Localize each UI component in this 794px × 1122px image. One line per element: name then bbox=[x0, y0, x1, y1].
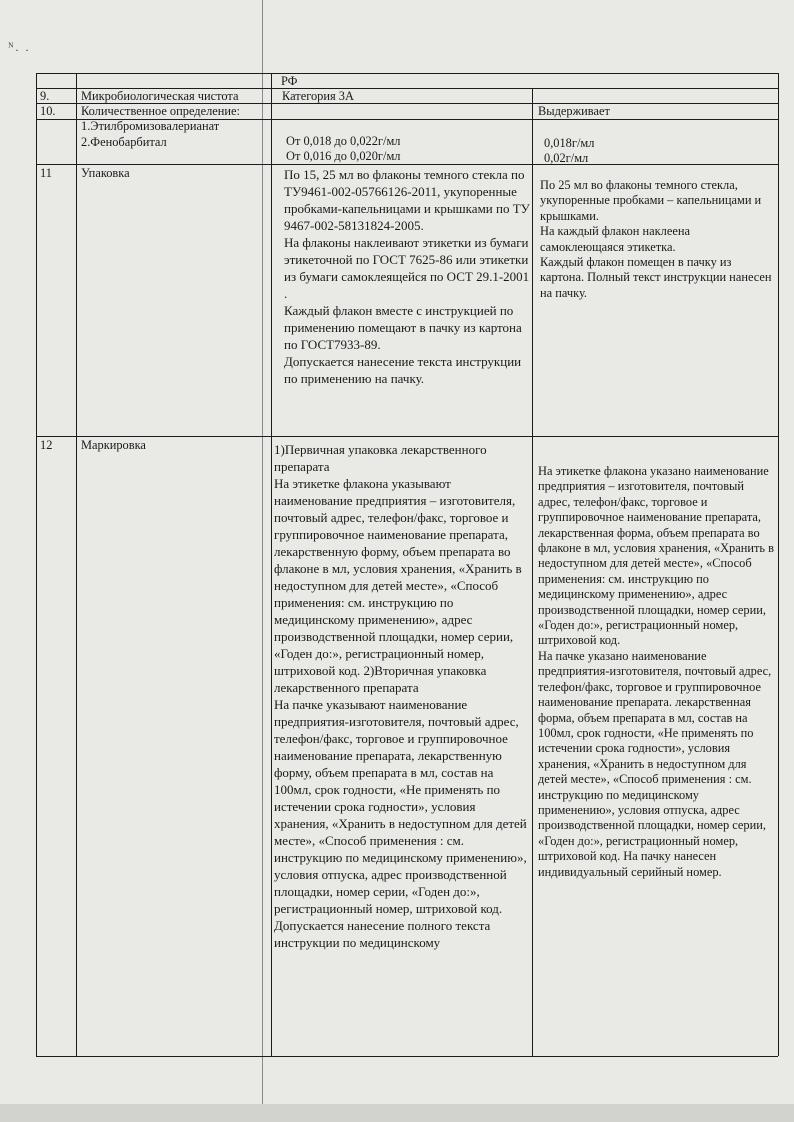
row-9-rf: Категория 3А bbox=[282, 89, 354, 103]
row-10-result: 0,018г/мл 0,02г/мл bbox=[544, 136, 595, 166]
row-9-name: Микробиологическая чистота bbox=[81, 89, 239, 103]
header-result bbox=[538, 74, 774, 88]
row-12-name: Маркировка bbox=[81, 438, 146, 452]
row-12-result: На этикетке флакона указано наименование предприятия – изготовителя, почтовый адрес, телефон/факс, торговое и группировочное наименование препарата, лекарственная форма, объем препарата во флаконе в мл, условия хранения, «Хранить в недоступном для детей месте», «Способ применения: см. инструкцию по медицинскому применению», адрес производственной площадки, номер серии, «Годен до:», регистрационный номер, штриховой код. На пачке указано наименование предприятия-изготовителя, почтовый адрес, телефон/факс, торговое и группировочное наименование препарата. лекарственная форма, объем препарата в мл, состав на 100мл, срок годности, «Не применять по истечении срока годности», условия хранения, «Хранить в недоступном для детей месте», «Способ применения : см. инструкцию по медицинскому применению», условия отпуска, адрес производственной площадки, номер серии, «Годен до:», регистрационный номер, штриховой код. На пачку нанесен индивидуальный серийный номер. bbox=[538, 464, 775, 879]
row-11-name: Упаковка bbox=[81, 166, 130, 180]
row-12-number: 12 bbox=[40, 438, 53, 452]
row-10-rf: От 0,018 до 0,022г/мл От 0,016 до 0,020г/мл bbox=[286, 134, 401, 164]
row-9-result: Выдерживает bbox=[538, 104, 610, 118]
row-9-number: 9. bbox=[40, 89, 50, 103]
row-10-number: 10. bbox=[40, 104, 56, 118]
row-12-rf: 1)Первичная упаковка лекарственного препарата На этикетке флакона указывают наименование предприятия – изготовителя, почтовый адрес, телефон/факс, торговое и группировочное наименование препарата, лекарственную форму, объем препарата во флаконе в мл, условия хранения, «Хранить в недоступном для детей месте», «Способ применения: см. инструкцию по медицинскому применению», адрес производственной площадки, номер серии, «Годен до:», регистрационный номер, штриховой код. 2)Вторичная упаковка лекарственного препарата На пачке указывают наименование предприятия-изготовителя, почтовый адрес, телефон/факс, торговое и группировочное наименование препарата, лекарственную форму, объем препарата в мл, состав на 100мл, срок годности, «Не применять по истечении срока годности», условия хранения, «Хранить в недоступном для детей месте», «Способ применения : см. инструкцию по медицинскому применению», условия отпуска, адрес производственной площадки, номер серии, «Годен до:», регистрационный номер, штриховой код. Допускается нанесение полного текста инструкции по медицинскому bbox=[274, 442, 527, 950]
row-10-name: Количественное определение: 1.Этилбромизовалерианат 2.Фенобарбитал bbox=[81, 104, 240, 149]
header-rf: РФ bbox=[281, 74, 298, 88]
row-11-number: 11 bbox=[40, 166, 52, 180]
row-11-rf: По 15, 25 мл во флаконы темного стекла по ТУ9461-002-05766126-2011, укупоренные пробками-капельницами и крышками по ТУ 9467-002-58131824-2005. На флаконы наклеивают этикетки из бумаги этикеточной по ГОСТ 7625-86 или этикетки из бумаги самоклеящейся по ОСТ 29.1-2001 . Каждый флакон вместе с инструкцией по применению помещают в пачку из картона по ГОСТ7933-89. Допускается нанесение текста инструкции по применению на пачку. bbox=[284, 167, 530, 386]
scan-bottom-band bbox=[0, 1104, 794, 1122]
scan-mark: ᴺ. . bbox=[8, 40, 31, 54]
row-11-result: По 25 мл во флаконы темного стекла, укупоренные пробками – капельницами и крышками. На каждый флакон наклеена самоклеющаяся этикетка. Каждый флакон помещен в пачку из картона. Полный текст инструкции нанесен на пачку. bbox=[540, 178, 772, 300]
